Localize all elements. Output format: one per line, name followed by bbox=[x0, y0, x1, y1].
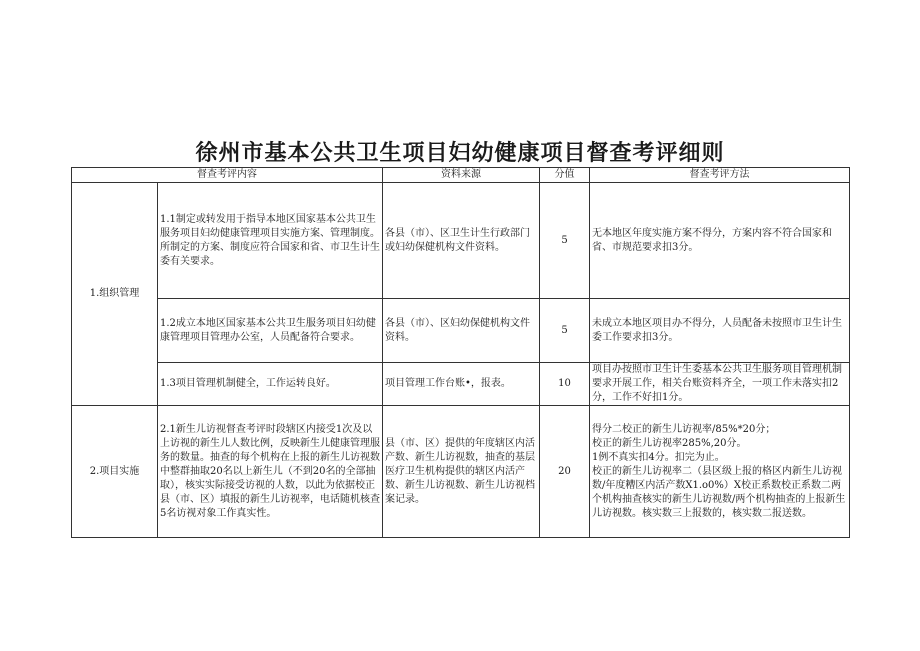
source-cell: 县（市、区）提供的年度辖区内活产数、新生儿访视数，抽查的基层医疗卫生机构提供的辖区内活产数、新生儿访视数、新生儿访视档案记录。 bbox=[383, 406, 540, 538]
table-row bbox=[72, 299, 850, 363]
table-header-row bbox=[72, 168, 850, 183]
method-cell: 项目办按照市卫生计生委基本公共卫生服务项目管理机制要求开展工作，相关台账资料齐全，一项工作未落实扣2分，工作不好扣1分。 bbox=[590, 363, 850, 406]
content-cell: 2.1新生儿访视督查考评时段辖区内接受1次及以上访视的新生儿人数比例，反映新生儿健康管理服务的数量。抽查的每个机构在上报的新生儿访视数中整群抽取20名以上新生儿（不到20名的全部抽取），核实实际接受访视的人数，以此为依据校正县（市、区）填报的新生儿访视率，电话随机核查5名访视对象工作真实性。 bbox=[158, 406, 383, 538]
category-cell: 1.组织管理 bbox=[72, 183, 158, 406]
method-cell: 得分二校正的新生儿访视率/85%*20分； 校正的新生儿访视率285%,20分。 1例不真实扣4分。扣完为止。 校正的新生儿访视率二（县区级上报的格区内新生儿访视数/年度糟区内活产数X1.o0%）X校正系数校正系数二两个机构抽查核实的新生儿访视数/两个机构抽查的上报新生儿访视数。核实数三上报数的，核实数二报送数。 bbox=[590, 406, 850, 538]
evaluation-table bbox=[71, 167, 850, 538]
method-cell: 未成立本地区项目办不得分，人员配备未按照市卫生计生委工作要求扣3分。 bbox=[590, 299, 850, 363]
score-cell: 10 bbox=[540, 363, 590, 406]
page-title: 徐州市基本公共卫生项目妇幼健康项目督查考评细则 bbox=[195, 141, 725, 166]
header-source: 资料来源 bbox=[383, 168, 540, 183]
content-cell: 1.1制定或转发用于指导本地区国家基本公共卫生服务项目妇幼健康管理项目实施方案、管理制度。所制定的方案、制度应符合国家和省、市卫生计生委有关要求。 bbox=[158, 183, 383, 299]
source-cell: 项目管理工作台账•，报表。 bbox=[383, 363, 540, 406]
content-cell: 1.3项目管理机制健全，工作运转良好。 bbox=[158, 363, 383, 406]
score-cell: 5 bbox=[540, 299, 590, 363]
header-score: 分值 bbox=[540, 168, 590, 183]
table-row bbox=[72, 363, 850, 406]
method-cell: 无本地区年度实施方案不得分，方案内容不符合国家和省、市规范要求扣3分。 bbox=[590, 183, 850, 299]
header-method: 督查考评方法 bbox=[590, 168, 850, 183]
table-row bbox=[72, 183, 850, 299]
content-cell: 1.2成立本地区国家基本公共卫生服务项目妇幼健康管理项目管理办公室，人员配备符合要求。 bbox=[158, 299, 383, 363]
score-cell: 5 bbox=[540, 183, 590, 299]
category-cell: 2.项目实施 bbox=[72, 406, 158, 538]
source-cell: 各县（市）、区妇幼保健机构文件资料。 bbox=[383, 299, 540, 363]
header-content: 督查考评内容 bbox=[72, 168, 383, 183]
table-row bbox=[72, 406, 850, 538]
source-cell: 各县（市）、区卫生计生行政部门或妇幼保健机构文件资料。 bbox=[383, 183, 540, 299]
score-cell: 20 bbox=[540, 406, 590, 538]
